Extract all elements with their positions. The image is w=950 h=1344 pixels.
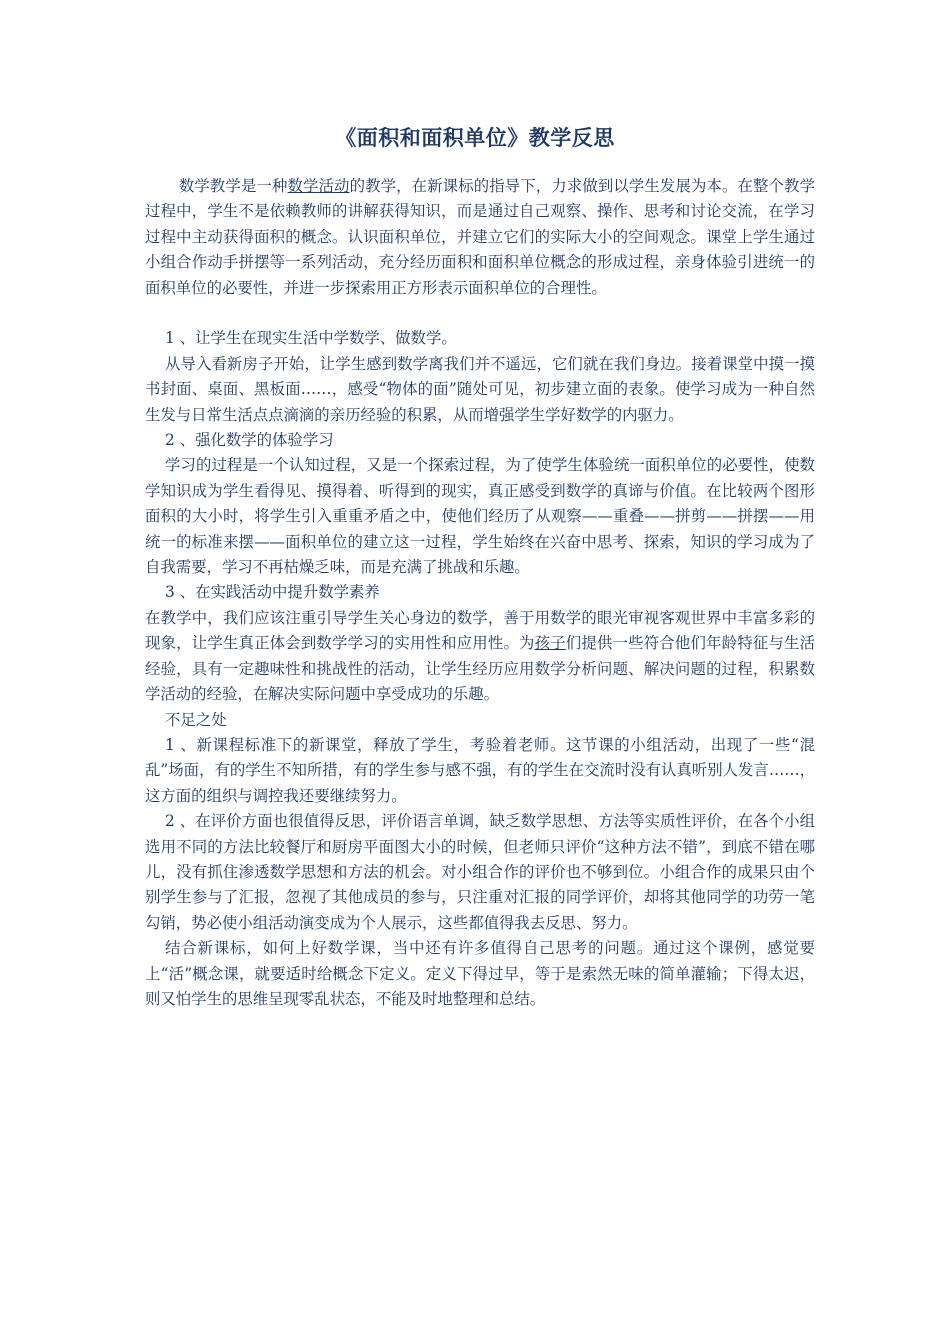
shortcomings-heading: 不足之处	[165, 710, 227, 729]
shortcoming-item-2: 2 、在评价方面也很值得反思，评价语言单调，缺乏数学思想、方法等实质性评价，在各个小组选用不同的方法比较餐厅和厨房平面图大小的时候，但老师只评价“这种方法不错”，到底不错在哪儿，没有抓住渗透数学思想和方法的机会。对小组合作的评价也不够到位。小组合作的成果只由个别学生参与了汇报，忽视了其他成员的参与，只注重对汇报的同学评价，却将其他同学的功劳一笔勾销，势必使小组活动演变成为个人展示，这些都值得我去反思、努力。	[145, 812, 815, 932]
section3-text-pre: 在教学中，我们应该注重引导学生关心身边的数学，善于用数学的眼光审视客观世界中丰富多彩的现象，让学生真正体会到数学学习的实用性和应用性。为	[145, 608, 815, 653]
document-title: 《面积和面积单位》教学反思	[335, 126, 615, 150]
section2-heading: 2 、强化数学的体验学习	[165, 431, 334, 450]
math-activity-link[interactable]: 数学活动	[287, 177, 350, 195]
shortcoming-item-1: 1 、新课程标准下的新课堂，释放了学生，考验着老师。这节课的小组活动，出现了一些“混乱”场面，有的学生不知所措，有的学生参与感不强，有的学生在交流时没有认真听别人发言……，这方面的组织与调控我还要继续努力。	[145, 735, 815, 805]
conclusion-paragraph: 结合新课标，如何上好数学课，当中还有许多值得自己思考的问题。通过这个课例，感觉要上“活”概念课，就要适时给概念下定义。定义下得过早，等于是索然无味的简单灌输；下得太迟，则又怕学生的思维呈现零乱状态，不能及时地整理和总结。	[145, 939, 815, 1008]
section2-paragraph: 学习的过程是一个认知过程，又是一个探索过程，为了使学生体验统一面积单位的必要性，使数学知识成为学生看得见、摸得着、听得到的现实，真正感受到数学的真谛与价值。在比较两个图形面积的大小时，将学生引入重重矛盾之中，使他们经历了从观察——重叠——拼剪——拼摆——用统一的标准来摆——面积单位的建立这一过程，学生始终在兴奋中思考、探索，知识的学习成为了自我需要，学习不再枯燥乏味，而是充满了挑战和乐趣。	[145, 456, 815, 577]
paragraph-gap	[145, 301, 815, 326]
intro-text-post: 的教学，在新课标的指导下，力求做到以学生发展为本。在整个教学过程中，学生不是依赖教师的讲解获得知识，而是通过自己观察、操作、思考和讨论交流，在学习过程中主动获得面积的概念。认识面积单位，并建立它们的实际大小的空间观念。课堂上学生通过小组合作动手拼摆等一系列活动，充分经历面积和面积单位概念的形成过程，亲身体验引进统一的面积单位的必要性，并进一步探索用正方形表示面积单位的合理性。	[145, 177, 815, 297]
children-link[interactable]: 孩子	[534, 634, 566, 653]
section3-heading: 3 、在实践活动中提升数学素养	[165, 583, 380, 602]
intro-text-pre: 数学教学是一种	[178, 177, 288, 195]
document-body	[145, 174, 815, 1012]
intro-paragraph	[145, 174, 815, 301]
section1-paragraph: 从导入看新房子开始，让学生感到数学离我们并不遥远，它们就在我们身边。接着课堂中摸一摸书封面、桌面、黑板面……，感受“物体的面”随处可见，初步建立面的表象。使学习成为一种自然生发与日常生活点点滴滴的亲历经验的积累，从而增强学生学好数学的内驱力。	[145, 354, 815, 424]
section1-heading: 1 、让学生在现实生活中学数学、做数学。	[165, 329, 457, 348]
section3-paragraph	[145, 606, 815, 708]
section3-text-post: 们提供一些符合他们年龄特征与生活经验，具有一定趣味性和挑战性的活动，让学生经历应用数学分析问题、解决问题的过程，积累数学活动的经验，在解决实际问题中享受成功的乐趣。	[145, 634, 815, 704]
